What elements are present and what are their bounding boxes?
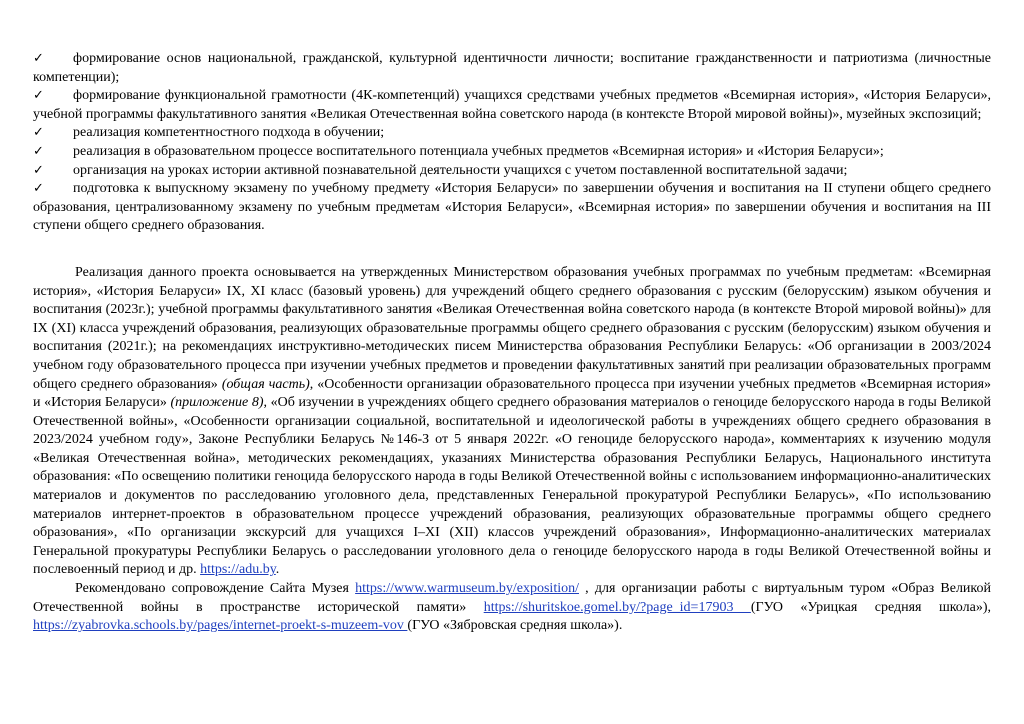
document-page	[33, 50, 991, 636]
adu-link[interactable]: https://adu.by	[200, 562, 276, 578]
checkmark-icon: ✓	[33, 88, 44, 104]
checkmark-icon: ✓	[33, 51, 44, 66]
checkmark-icon: ✓	[33, 181, 44, 197]
zyabrovka-link[interactable]: https://zyabrovka.schools.by/pages/internet-proekt-s-muzeem-vov	[33, 618, 408, 634]
paragraph-basis: Реализация данного проекта основывается на утвержденных Министерством образования учебных программах по учебным предметам: «Всемирная история», «История Беларуси» IX, XI класс (базовый уровень) для учреждений общего среднего образования с русским (белорусским) языком обучения и воспитания (2023г.); учебной программы факультативного занятия «Великая Отечественная война советского народа (в контексте Второй мировой войны)» для IX (XI) класса учреждений образования, реализующих образовательные программы общего среднего образования с русским (белорусским) языком обучения и воспитания (2021г.); на рекомендациях инструктивно-методических писем Министерства образования Республики Беларусь: «Об организации в 2003/2024 учебном году образовательного процесса при изучении учебных предметов и проведении факультативных занятий при реализации образовательных программ общего среднего образования» (общая часть), «Особенности организации образовательного процесса при изучении учебных предметов «Всемирная история» и «История Беларуси» (приложение 8), «Об изучении в учреждениях общего среднего образования материалов о геноциде белорусского народа в годы Великой Отечественной войны», «Особенности организации социальной, воспитательной и идеологической работы в учреждениях общего среднего образования в 2023/2024 учебном году», Законе Республики Беларусь №146-З от 5 января 2022г. «О геноциде белорусского народа», комментариях к изучению модуля «Великая Отечественная война», методических рекомендациях, указаниях Министерства образования Республики Беларусь, Национального института образования: «По освещению политики геноцида белорусского народа в годы Великой Отечественной войны с использованием информационно-аналитических материалов и документов по расследованию уголовного дела, представленных Генеральной прокуратурой Республики Беларусь», «По использованию материалов интернет-проектов в образовательном процессе учреждений образования, реализующих образовательные программы общего среднего образования», «По организации экскурсий для учащихся I–XI (XII) классов учреждений образования», Информационно-аналитических материалах Генеральной прокуратуры Республики Беларусь о расследовании уголовного дела о геноциде белорусского народа в годы Великой Отечественной войны и послевоенный период и др. https://adu.by.	[33, 264, 992, 578]
checkmark-icon: ✓	[33, 143, 44, 159]
list-item: ✓ реализация в образовательном процессе воспитательного потенциала учебных предметов «Всемирная история» и «История Беларуси»;	[33, 143, 991, 162]
bullet-list	[33, 50, 991, 236]
checkmark-icon: ✓	[33, 125, 44, 141]
paragraph-recommendation: Рекомендовано сопровождение Сайта Музея https://www.warmuseum.by/exposition/ , для организации работы с виртуальным туром «Образ Великой Отечественной войны в пространстве исторической памяти» https://shuritskoe.gomel.by/?page_id=17903 (ГУО «Урицкая средняя школа»), https://zyabrovka.schools.by/pages/internet-proekt-s-muzeem-vov (ГУО «Зябровская средняя школа»).	[33, 581, 992, 634]
list-item: ✓ организация на уроках истории активной познавательной деятельности учащихся с учетом поставленной воспитательной задачи;	[33, 162, 991, 181]
list-item: ✓ формирование основ национальной, гражданской, культурной идентичности личности; воспитание гражданственности и патриотизма (личностные компетенции);	[33, 51, 991, 85]
list-item: ✓ формирование функциональной грамотности (4К-компетенций) учащихся средствами учебных предметов «Всемирная история», «История Беларуси», учебной программы факультативного занятия «Великая Отечественная война советского народа (в контексте Второй мировой войны)», музейных экспозиций;	[33, 88, 991, 122]
checkmark-icon: ✓	[33, 162, 44, 178]
shuritskoe-link[interactable]: https://shuritskoe.gomel.by/?page_id=17903	[483, 599, 751, 615]
warmuseum-link[interactable]: https://www.warmuseum.by/exposition/	[355, 581, 579, 597]
list-item: ✓ подготовка к выпускному экзамену по учебному предмету «История Беларуси» по завершении обучения и воспитания на II ступени общего среднего образования, централизованному экзамену по учебным предметам «История Беларуси», «Всемирная история» по завершении обучения и воспитания на III ступени общего среднего образования.	[33, 181, 991, 234]
list-item: ✓ реализация компетентностного подхода в обучении;	[33, 124, 991, 143]
